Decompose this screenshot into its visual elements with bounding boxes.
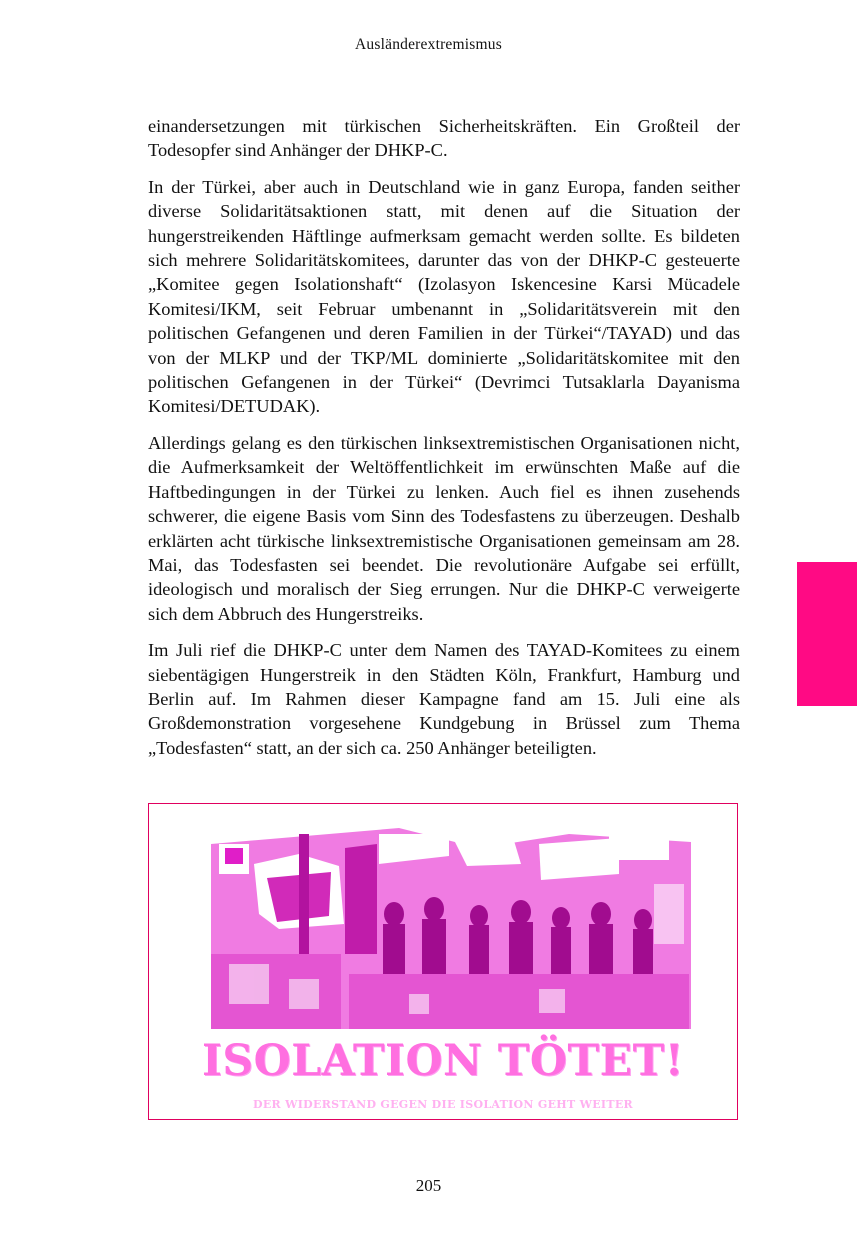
running-head: Ausländerextremismus — [355, 36, 502, 53]
page-number: 205 — [415, 1176, 442, 1195]
paragraph-3: Allerdings gelang es den türkischen linksextremistischen Organisationen nicht, die Aufmerksamkeit der Weltöffentlichkeit im erwünschten Maße auf die Haftbedingungen in der Türkei zu lenken. Auch fiel es ihnen zusehends schwerer, die eigene Basis vom Sinn des Todesfastens zu überzeugen. Deshalb erklärten acht türkische linksextremistische Organisationen gemeinsam am 28. Mai, das Todesfasten sei beendet. Die revolutionäre Aufgabe sei erfüllt, ideologisch und moralisch der Sieg errungen. Nur die DHKP-C verweigerte sich dem Abbruch des Hungerstreiks. — [148, 432, 740, 624]
poster-headline: ISOLATION TÖTET! — [202, 1036, 684, 1086]
poster-figure — [148, 803, 738, 1120]
body-text — [148, 114, 740, 772]
paragraph-2: In der Türkei, aber auch in Deutschland wie in ganz Europa, fanden seither diverse Solidaritätsaktionen statt, mit denen auf die Situation der hungerstreikenden Häftlinge aufmerksam gemacht werden sollte. Es bildeten sich mehrere Solidaritätskomitees, darunter das von der DHKP-C gesteuerte „Komitee gegen Isolationshaft“ (Izolasyon Iskencesine Karsi Mücadele Komitesi/IKM, seit Februar umbenannt in „Solidaritätsverein mit den politischen Gefangenen und deren Familien in der Türkei“/TAYAD) und das von der MLKP und der TKP/ML dominierte „Solidaritätskomitee mit den politischen Gefangenen in der Türkei“ (Devrimci Tutsaklarla Dayanisma Komitesi/DETUDAK). — [148, 176, 740, 417]
poster-subline: DER WIDERSTAND GEGEN DIE ISOLATION GEHT WEITER — [252, 1098, 633, 1111]
chapter-thumb-tab — [797, 562, 857, 706]
paragraph-1: einandersetzungen mit türkischen Sicherheitskräften. Ein Großteil der Todesopfer sind Anhänger der DHKP-C. — [148, 116, 740, 161]
paragraph-4: Im Juli rief die DHKP-C unter dem Namen des TAYAD-Komitees zu einem siebentägigen Hungerstreik in den Städten Köln, Frankfurt, Hamburg und Berlin auf. Im Rahmen dieser Kampagne fand am 15. Juli eine als Großdemonstration vorgesehene Kundgebung in Brüssel zum Thema „Todesfasten“ statt, an der sich ca. 250 Anhänger beteiligten. — [148, 640, 740, 758]
